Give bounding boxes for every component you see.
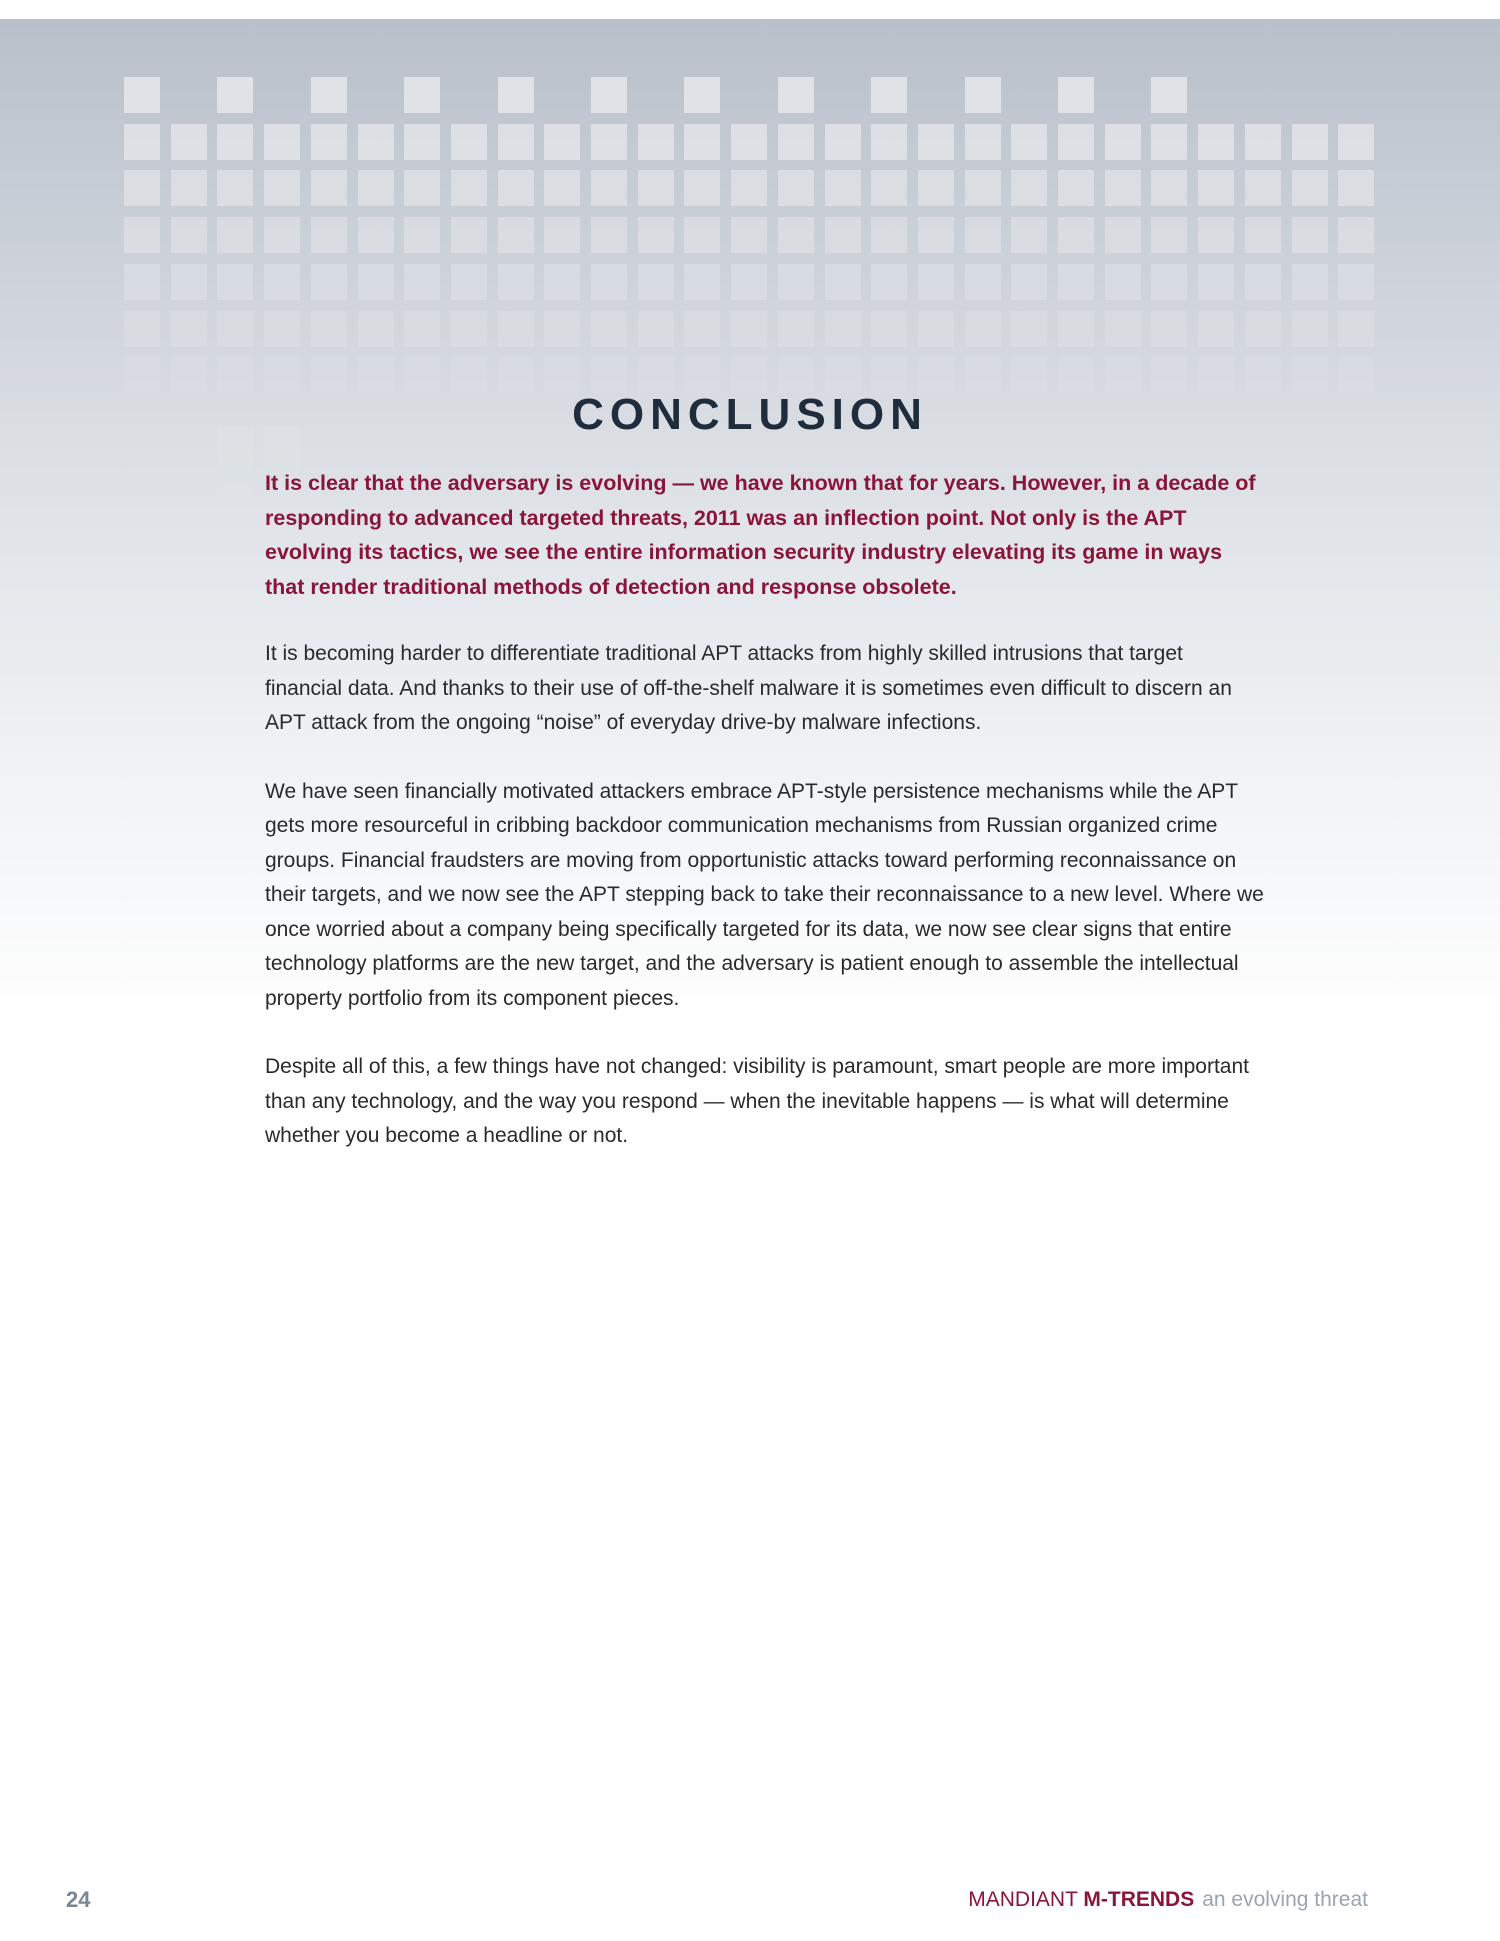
grid-square — [591, 77, 627, 113]
grid-square — [825, 264, 861, 300]
grid-square — [404, 311, 440, 347]
grid-square — [965, 357, 1001, 393]
grid-square — [544, 170, 580, 206]
grid-square — [1198, 217, 1234, 253]
grid-square — [1292, 124, 1328, 160]
grid-square — [1245, 124, 1281, 160]
page-top-strip — [0, 0, 1500, 19]
grid-square — [638, 124, 674, 160]
grid-square — [404, 124, 440, 160]
grid-square — [1151, 170, 1187, 206]
grid-square — [1058, 357, 1094, 393]
grid-square — [731, 264, 767, 300]
grid-square — [1198, 311, 1234, 347]
grid-square — [404, 217, 440, 253]
grid-square — [124, 264, 160, 300]
footer-product: M-TRENDS — [1083, 1888, 1195, 1911]
body-paragraph-2: We have seen financially motivated attackers embrace APT-style persistence mechanisms while the APT gets more resourceful in cribbing backdoor communication mechanisms from Russian organized crime groups. Financial fraudsters are moving from opportunistic attacks toward performing reconnaissance on their targets, and we now see the APT stepping back to take their reconnaissance to a new level. Where we once worried about a company being specifically targeted for its data, we now see clear signs that entire technology platforms are the new target, and the adversary is patient enough to assemble the intellectual property portfolio from its component pieces. — [265, 779, 1264, 1010]
grid-square — [171, 357, 207, 393]
grid-square — [778, 124, 814, 160]
grid-square — [311, 264, 347, 300]
grid-square — [264, 311, 300, 347]
grid-square — [217, 357, 253, 393]
grid-square — [1338, 217, 1374, 253]
grid-square — [498, 77, 534, 113]
grid-square — [1105, 217, 1141, 253]
grid-square — [498, 217, 534, 253]
page-number: 24 — [66, 1887, 91, 1912]
grid-square — [965, 217, 1001, 253]
grid-square — [358, 357, 394, 393]
grid-square — [591, 264, 627, 300]
grid-square — [1011, 170, 1047, 206]
grid-square — [1058, 170, 1094, 206]
grid-square — [778, 357, 814, 393]
body-paragraph-1: It is becoming harder to differentiate traditional APT attacks from highly skilled intrusions that target financial data. And thanks to their use of off-the-shelf malware it is sometimes even difficult to discern an APT attack from the ongoing “noise” of everyday drive-by malware infections. — [265, 642, 1232, 734]
body-paragraph-3: Despite all of this, a few things have not changed: visibility is paramount, smart people are more important than any technology, and the way you respond — when the inevitable happens — is what will determine whether you become a headline or not. — [265, 1055, 1249, 1147]
grid-square — [1338, 357, 1374, 393]
grid-square — [871, 170, 907, 206]
grid-square — [264, 264, 300, 300]
grid-square — [918, 311, 954, 347]
grid-square — [778, 77, 814, 113]
grid-square — [1151, 311, 1187, 347]
grid-square — [404, 357, 440, 393]
grid-square — [1338, 264, 1374, 300]
grid-square — [1151, 357, 1187, 393]
grid-square — [638, 311, 674, 347]
grid-square — [638, 217, 674, 253]
grid-square — [1198, 264, 1234, 300]
grid-square — [451, 357, 487, 393]
grid-square — [1011, 264, 1047, 300]
grid-square — [684, 217, 720, 253]
grid-square — [358, 170, 394, 206]
grid-square — [311, 124, 347, 160]
grid-square — [684, 311, 720, 347]
grid-square — [825, 357, 861, 393]
grid-square — [544, 311, 580, 347]
grid-square — [217, 264, 253, 300]
grid-square — [217, 460, 253, 496]
grid-square — [965, 170, 1001, 206]
grid-square — [871, 311, 907, 347]
grid-square — [918, 124, 954, 160]
grid-square — [918, 357, 954, 393]
grid-square — [217, 124, 253, 160]
grid-square — [684, 124, 720, 160]
grid-square — [1198, 357, 1234, 393]
grid-square — [591, 357, 627, 393]
grid-square — [124, 311, 160, 347]
grid-square — [358, 264, 394, 300]
grid-square — [311, 357, 347, 393]
grid-square — [778, 264, 814, 300]
grid-square — [1105, 170, 1141, 206]
grid-square — [451, 217, 487, 253]
grid-square — [358, 311, 394, 347]
grid-square — [311, 311, 347, 347]
grid-square — [591, 170, 627, 206]
grid-square — [404, 170, 440, 206]
grid-square — [498, 264, 534, 300]
grid-square — [498, 170, 534, 206]
grid-square — [311, 77, 347, 113]
grid-square — [1151, 264, 1187, 300]
grid-square — [1011, 124, 1047, 160]
grid-square — [1245, 217, 1281, 253]
grid-square — [965, 124, 1001, 160]
grid-square — [451, 311, 487, 347]
grid-square — [171, 124, 207, 160]
grid-square — [498, 311, 534, 347]
grid-square — [591, 217, 627, 253]
grid-square — [731, 311, 767, 347]
grid-square — [217, 170, 253, 206]
grid-square — [1292, 264, 1328, 300]
grid-square — [1292, 170, 1328, 206]
grid-square — [124, 124, 160, 160]
grid-square — [591, 311, 627, 347]
grid-square — [731, 170, 767, 206]
grid-square — [544, 124, 580, 160]
grid-square — [1058, 217, 1094, 253]
grid-square — [1338, 170, 1374, 206]
page-title: CONCLUSION — [572, 390, 928, 439]
grid-square — [1105, 264, 1141, 300]
grid-square — [1058, 124, 1094, 160]
grid-square — [1105, 124, 1141, 160]
grid-square — [1058, 264, 1094, 300]
grid-square — [965, 311, 1001, 347]
grid-square — [311, 170, 347, 206]
grid-square — [825, 311, 861, 347]
grid-square — [1011, 357, 1047, 393]
grid-square — [1105, 357, 1141, 393]
grid-square — [544, 357, 580, 393]
grid-square — [1151, 124, 1187, 160]
grid-square — [451, 264, 487, 300]
grid-square — [264, 217, 300, 253]
grid-square — [1245, 170, 1281, 206]
grid-square — [1292, 311, 1328, 347]
grid-square — [1338, 311, 1374, 347]
grid-square — [311, 217, 347, 253]
grid-square — [918, 264, 954, 300]
grid-square — [498, 124, 534, 160]
grid-square — [264, 357, 300, 393]
grid-square — [264, 124, 300, 160]
grid-square — [825, 217, 861, 253]
grid-square — [1011, 217, 1047, 253]
grid-square — [1105, 311, 1141, 347]
grid-square — [684, 264, 720, 300]
grid-square — [544, 217, 580, 253]
footer-brand — [968, 1888, 1368, 1912]
grid-square — [217, 77, 253, 113]
grid-square — [638, 264, 674, 300]
grid-square — [965, 264, 1001, 300]
grid-square — [1292, 217, 1328, 253]
grid-square — [684, 170, 720, 206]
grid-square — [404, 264, 440, 300]
grid-square — [871, 217, 907, 253]
grid-square — [1058, 77, 1094, 113]
grid-square — [358, 217, 394, 253]
grid-square — [731, 357, 767, 393]
footer-company: MANDIANT — [968, 1888, 1078, 1911]
grid-square — [171, 311, 207, 347]
grid-square — [544, 264, 580, 300]
grid-square — [404, 77, 440, 113]
grid-square — [1245, 311, 1281, 347]
grid-square — [1338, 124, 1374, 160]
grid-square — [124, 170, 160, 206]
grid-square — [591, 124, 627, 160]
grid-square — [171, 170, 207, 206]
grid-square — [778, 311, 814, 347]
footer-tagline: an evolving threat — [1202, 1888, 1368, 1911]
grid-square — [1058, 311, 1094, 347]
grid-square — [358, 124, 394, 160]
grid-square — [871, 264, 907, 300]
grid-square — [1151, 77, 1187, 113]
grid-square — [638, 357, 674, 393]
grid-square — [684, 77, 720, 113]
grid-square — [965, 77, 1001, 113]
grid-square — [124, 357, 160, 393]
grid-square — [1292, 357, 1328, 393]
grid-square — [1245, 357, 1281, 393]
grid-square — [684, 357, 720, 393]
grid-square — [1245, 264, 1281, 300]
grid-square — [451, 124, 487, 160]
grid-square — [217, 217, 253, 253]
grid-square — [1198, 124, 1234, 160]
lead-paragraph: It is clear that the adversary is evolving — we have known that for years. However, in a decade of responding to advanced targeted threats, 2011 was an inflection point. Not only is the APT evolving its tactics, we see the entire information security industry elevating its game in ways that render traditional methods of detection and response obsolete. — [265, 471, 1256, 599]
grid-square — [731, 124, 767, 160]
grid-square — [871, 124, 907, 160]
grid-square — [217, 311, 253, 347]
grid-square — [918, 217, 954, 253]
grid-square — [825, 124, 861, 160]
grid-square — [778, 170, 814, 206]
grid-square — [171, 217, 207, 253]
grid-square — [825, 170, 861, 206]
grid-square — [918, 170, 954, 206]
grid-square — [778, 217, 814, 253]
article-body — [265, 466, 1265, 1188]
grid-square — [1151, 217, 1187, 253]
grid-square — [731, 217, 767, 253]
grid-square — [451, 170, 487, 206]
grid-square — [264, 170, 300, 206]
grid-square — [638, 170, 674, 206]
grid-square — [124, 217, 160, 253]
grid-square — [871, 77, 907, 113]
grid-square — [1011, 311, 1047, 347]
grid-square — [871, 357, 907, 393]
grid-square — [171, 264, 207, 300]
grid-square — [124, 77, 160, 113]
grid-square — [1198, 170, 1234, 206]
grid-square — [498, 357, 534, 393]
